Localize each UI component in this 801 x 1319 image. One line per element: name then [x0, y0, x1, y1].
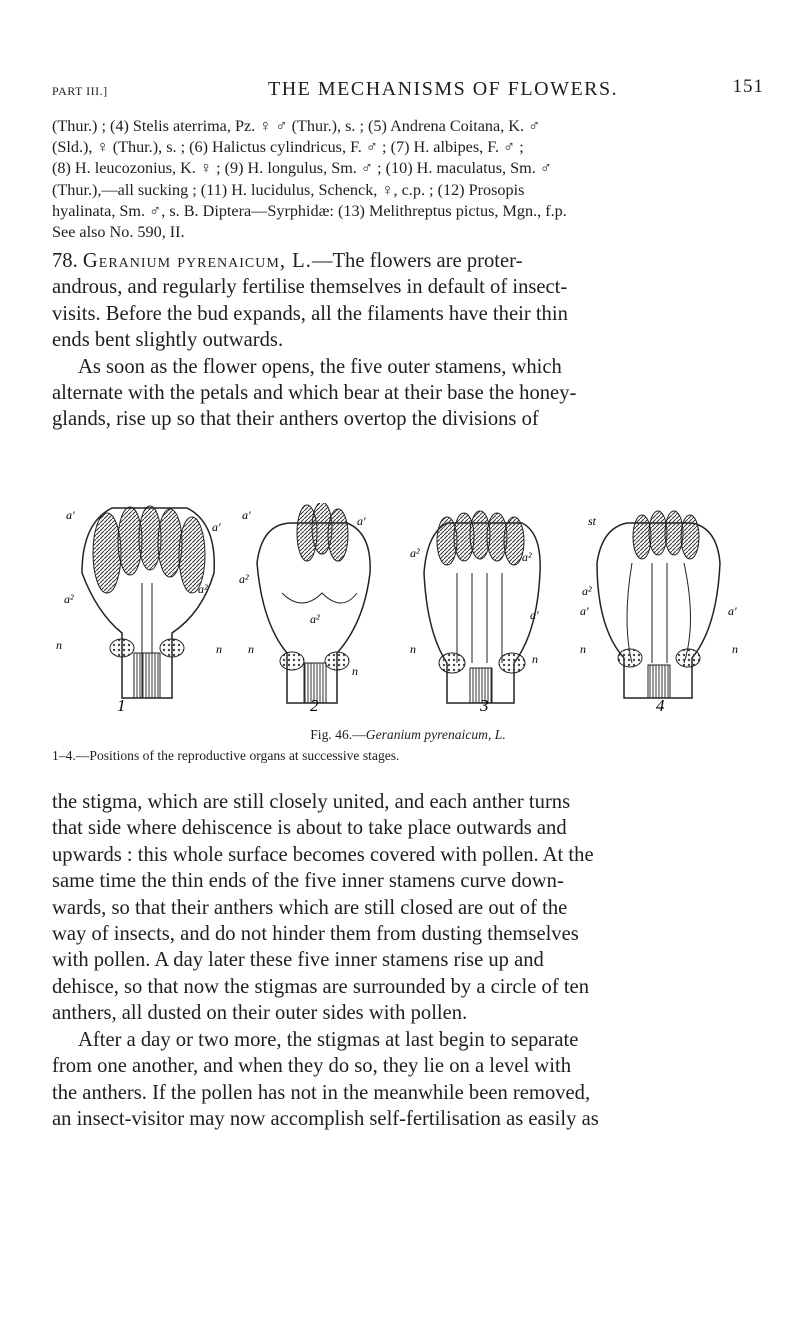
part-label: PART III.] — [52, 84, 108, 98]
label-n: n — [532, 652, 538, 666]
text-line: same time the thin ends of the five inner stamens curve down- — [52, 870, 564, 893]
label-a-prime: a′ — [728, 604, 737, 618]
label-a2: a² — [239, 572, 249, 586]
section-heading-line — [52, 248, 764, 274]
figure-caption — [52, 727, 764, 743]
text-line: (Thur.) ; (4) Stelis aterrima, Pz. ♀ ♂ (Thur.), s. ; (5) Andrena Coitana, K. ♂ — [52, 117, 541, 135]
text-line: from one another, and when they do so, they lie on a level with — [52, 1055, 572, 1078]
text-line: (Thur.),—all sucking ; (11) H. lucidulus, Schenck, ♀, c.p. ; (12) Prosopis — [52, 180, 525, 199]
label-n: n — [732, 642, 738, 656]
label-n: n — [248, 642, 254, 656]
text-line: See also No. 590, II. — [52, 223, 185, 242]
label-a2: a² — [582, 584, 592, 598]
text-line: hyalinata, Sm. ♂, s. B. Diptera—Syrphidæ: (13) Melithreptus pictus, Mgn., f.p. — [52, 201, 567, 220]
text-line: upwards : this whole surface becomes covered with pollen. At the — [52, 843, 594, 866]
panel-2 — [239, 503, 370, 703]
text-line: the stigma, which are still closely united, and each anther turns — [52, 791, 571, 813]
panel-number: 3 — [480, 696, 489, 713]
panel-1 — [56, 506, 222, 698]
insect-visitor-list — [52, 116, 764, 243]
text-line: —The flowers are proter- — [311, 250, 523, 272]
section-78 — [52, 248, 764, 433]
caption-prefix: Fig. 46.— — [310, 727, 366, 742]
text-line: visits. Before the bud expands, all the filaments have their thin — [52, 302, 568, 325]
label-a-prime: a′ — [357, 514, 366, 528]
label-a2: a² — [198, 582, 208, 596]
panel-4 — [580, 511, 738, 698]
label-a2: a² — [64, 592, 74, 606]
label-n: n — [580, 642, 586, 656]
label-n: n — [56, 638, 62, 652]
label-a2: a² — [310, 612, 320, 626]
label-a2: a² — [410, 546, 420, 560]
figure-illustration — [52, 503, 764, 713]
label-n: n — [410, 642, 416, 656]
text-line: wards, so that their anthers which are still closed are out of the — [52, 896, 568, 919]
figure-subcaption: 1–4.—Positions of the reproductive organs at successive stages. — [52, 748, 400, 763]
caption-title: Geranium pyrenaicum, L. — [365, 727, 506, 742]
text-line: After a day or two more, the stigmas at last begin to separate — [78, 1029, 579, 1051]
panel-number: 1 — [117, 696, 126, 713]
running-header — [52, 76, 764, 106]
text-line: androus, and regularly fertilise themselves in default of insect- — [52, 276, 568, 299]
label-a-prime: a′ — [66, 508, 75, 522]
figure-46 — [52, 503, 764, 713]
label-a-prime: a′ — [530, 608, 539, 622]
label-n: n — [216, 642, 222, 656]
text-line: (8) H. leucozonius, K. ♀ ; (9) H. longulus, Sm. ♂ ; (10) H. maculatus, Sm. ♂ — [52, 159, 552, 178]
text-line: the anthers. If the pollen has not in the meanwhile been removed, — [52, 1081, 591, 1104]
panel-number: 2 — [310, 696, 319, 713]
text-line: alternate with the petals and which bear at their base the honey- — [52, 382, 577, 405]
page-number: 151 — [732, 76, 764, 97]
text-line: ends bent slightly outwards. — [52, 329, 284, 352]
text-line: that side where dehiscence is about to take place outwards and — [52, 817, 567, 840]
body-paragraph — [52, 789, 764, 1027]
text-line: way of insects, and do not hinder them from dusting themselves — [52, 923, 579, 946]
label-a-prime: a′ — [580, 604, 589, 618]
text-line: As soon as the flower opens, the five outer stamens, which — [78, 355, 562, 378]
label-a2: a² — [522, 550, 532, 564]
text-line: glands, rise up so that their anthers overtop the divisions of — [52, 408, 539, 431]
section-number: 78. — [52, 250, 78, 272]
section-title: Geranium pyrenaicum, L. — [82, 250, 312, 272]
text-line: anthers, all dusted on their outer sides with pollen. — [52, 1002, 468, 1025]
label-st: st — [588, 514, 597, 528]
text-line: with pollen. A day later these five inner stamens rise up and — [52, 949, 544, 972]
label-a-prime: a′ — [212, 520, 221, 534]
text-line: dehisce, so that now the stigmas are surrounded by a circle of ten — [52, 975, 589, 998]
text-line: an insect-visitor may now accomplish self-fertilisation as easily as — [52, 1108, 599, 1131]
label-a-prime: a′ — [242, 508, 251, 522]
panel-number: 4 — [656, 696, 665, 713]
text-line: (Sld.), ♀ (Thur.), s. ; (6) Halictus cylindricus, F. ♂ ; (7) H. albipes, F. ♂ ; — [52, 138, 524, 157]
running-title: THE MECHANISMS OF FLOWERS. — [268, 78, 619, 100]
panel-3 — [410, 511, 540, 703]
body-paragraph — [52, 1027, 764, 1133]
label-n: n — [352, 664, 358, 678]
